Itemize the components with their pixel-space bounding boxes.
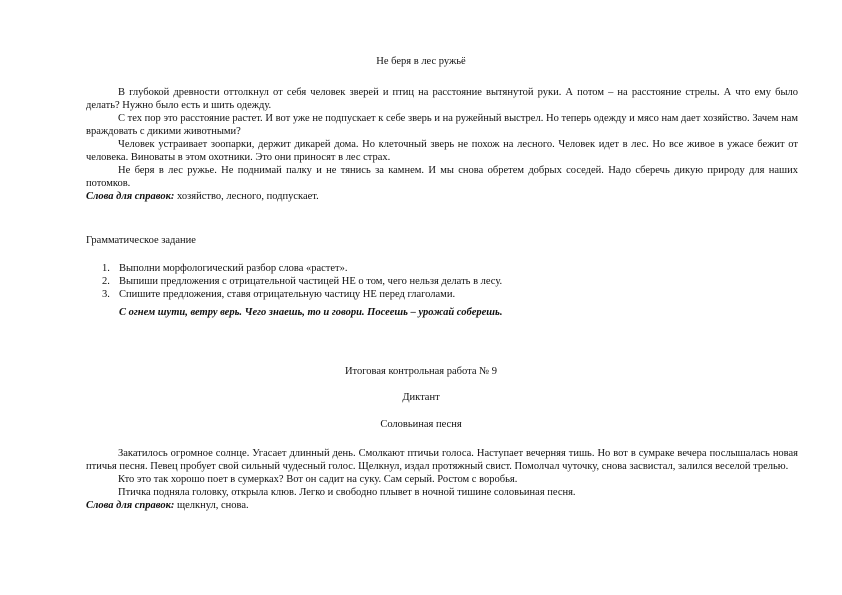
test-paragraph-2: Кто это так хорошо поет в сумерках? Вот он садит на суку. Сам серый. Ростом с воробья. xyxy=(118,474,518,485)
text1-body xyxy=(86,86,798,203)
test-reference-label: Слова для справок: xyxy=(86,500,175,511)
text1-paragraph-4: Не беря в лес ружье. Не поднимай палку и не тянись за камнем. И мы снова обретем добрых соседей. Надо сберечь дикую природу для наших потомков. xyxy=(86,165,798,189)
task-text: Выполни морфологический разбор слова «растет». xyxy=(119,263,348,274)
grammar-task-list xyxy=(102,262,662,301)
text1-reference xyxy=(86,190,798,203)
text1-title: Не беря в лес ружьё xyxy=(376,56,466,67)
test-body xyxy=(86,447,798,512)
task-text: Выпиши предложения с отрицательной частицей НЕ о том, чего нельзя делать в лесу. xyxy=(119,276,503,287)
task-number: 1. xyxy=(102,263,110,274)
grammar-task xyxy=(102,262,662,275)
test-heading: Итоговая контрольная работа № 9 xyxy=(344,366,498,377)
test-title: Соловьиная песня xyxy=(380,419,462,430)
grammar-example: С огнем шути, ветру верь. Чего знаешь, то и говори. Посеешь – урожай соберешь. xyxy=(119,307,503,318)
task-text: Спишите предложения, ставя отрицательную частицу НЕ перед глаголами. xyxy=(119,289,456,300)
text1-paragraph-2: С тех пор это расстояние растет. И вот уже не подпускает к себе зверь и на ружейный выстрел. Но теперь одежду и мясо нам дает хозяйство. Зачем нам враждовать с дикими животными? xyxy=(86,113,798,137)
task-number: 2. xyxy=(102,276,110,287)
test-paragraph-1: Закатилось огромное солнце. Угасает длинный день. Смолкают птичьи голоса. Наступает вечерняя тишь. Но вот в сумраке вечера послышалась новая птичья песня. Певец пробует свой сильный чудесный голос. Щелкнул, издал протяжный свист. Помолчал чуточку, снова засвистал, залился веселой трелью. xyxy=(86,448,798,472)
test-reference xyxy=(86,499,798,512)
grammar-title: Грамматическое задание xyxy=(86,235,196,246)
test-paragraph-3: Птичка подняла головку, открыла клюв. Легко и свободно плывет в ночной тишине соловьиная песня. xyxy=(118,487,576,498)
test-reference-words: щелкнул, снова. xyxy=(174,500,249,511)
grammar-task xyxy=(102,275,662,288)
test-subheading: Диктант xyxy=(402,392,440,403)
task-number: 3. xyxy=(102,289,110,300)
text1-paragraph-3: Человек устраивает зоопарки, держит дикарей дома. Но клеточный зверь не похож на лесного. Человек идет в лес. Но все живое в ужасе бежит от человека. Виноваты в этом охотники. Это они приносят в лес страх. xyxy=(86,139,798,163)
text1-reference-words: хозяйство, лесного, подпускает. xyxy=(174,191,319,202)
text1-reference-label: Слова для справок: xyxy=(86,191,175,202)
grammar-task xyxy=(102,288,662,301)
text1-paragraph-1: В глубокой древности оттолкнул от себя человек зверей и птиц на расстояние вытянутой руки. А потом – на расстояние стрелы. А что ему было делать? Нужно было есть и шить одежду. xyxy=(86,87,798,111)
